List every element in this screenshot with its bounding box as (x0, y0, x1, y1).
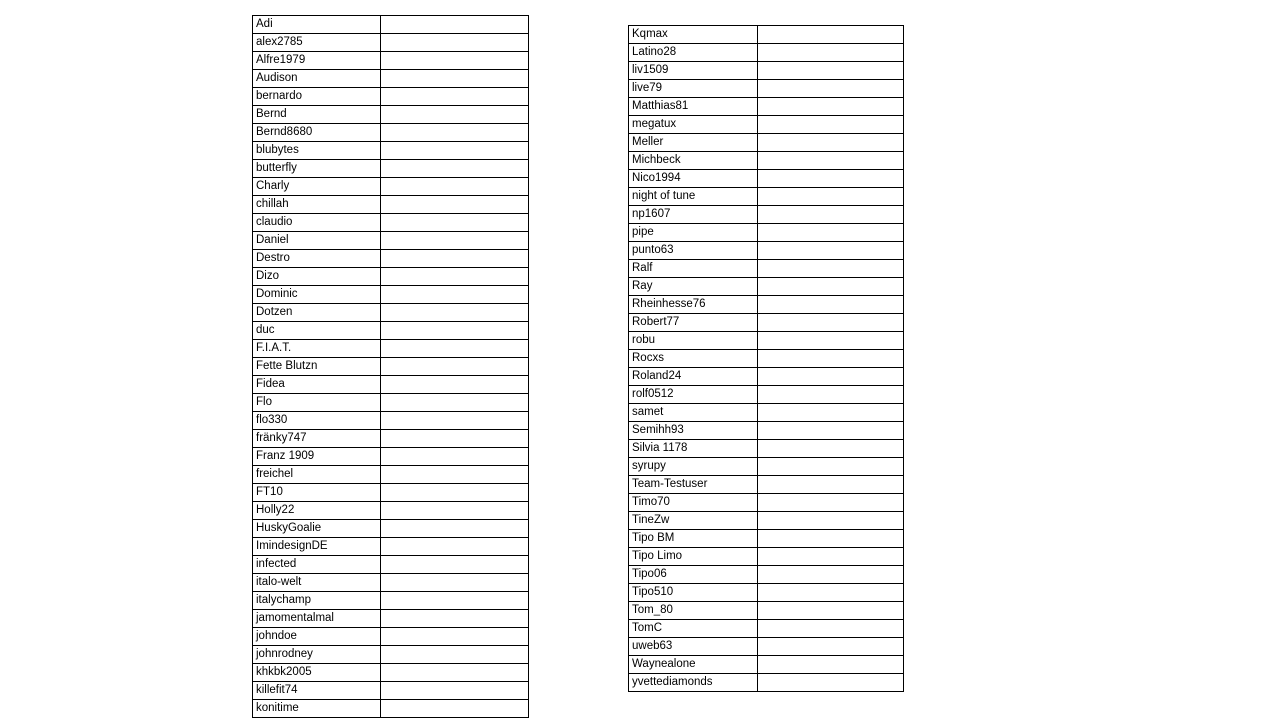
username-cell[interactable]: liv1509 (629, 62, 758, 80)
empty-cell[interactable] (381, 448, 529, 466)
username-cell[interactable]: Ray (629, 278, 758, 296)
empty-cell[interactable] (381, 592, 529, 610)
table-row (253, 394, 529, 412)
empty-cell[interactable] (758, 206, 904, 224)
empty-cell[interactable] (758, 674, 904, 692)
table-row (253, 268, 529, 286)
empty-cell[interactable] (381, 412, 529, 430)
table-row (253, 214, 529, 232)
empty-cell[interactable] (758, 170, 904, 188)
table-row (253, 484, 529, 502)
username-cell[interactable]: italychamp (253, 592, 381, 610)
username-cell[interactable]: Rocxs (629, 350, 758, 368)
username-cell[interactable]: Holly22 (253, 502, 381, 520)
table-row (253, 664, 529, 682)
empty-cell[interactable] (381, 304, 529, 322)
username-cell[interactable]: rolf0512 (629, 386, 758, 404)
table-row (629, 260, 904, 278)
table-row (629, 674, 904, 692)
username-cell[interactable]: Adi (253, 16, 381, 34)
table-row (629, 98, 904, 116)
empty-cell[interactable] (758, 314, 904, 332)
table-row (629, 350, 904, 368)
table-row (629, 584, 904, 602)
empty-cell[interactable] (758, 368, 904, 386)
left-name-table (252, 15, 529, 718)
username-cell[interactable]: Daniel (253, 232, 381, 250)
table-row (629, 170, 904, 188)
username-cell[interactable]: Tom_80 (629, 602, 758, 620)
username-cell[interactable]: Matthias81 (629, 98, 758, 116)
table-row (253, 610, 529, 628)
table-row (629, 386, 904, 404)
table-row (253, 178, 529, 196)
empty-cell[interactable] (381, 178, 529, 196)
username-cell[interactable]: Timo70 (629, 494, 758, 512)
username-cell[interactable]: Tipo06 (629, 566, 758, 584)
table-row (253, 34, 529, 52)
empty-cell[interactable] (758, 620, 904, 638)
empty-cell[interactable] (758, 476, 904, 494)
empty-cell[interactable] (758, 332, 904, 350)
username-cell[interactable]: johndoe (253, 628, 381, 646)
empty-cell[interactable] (381, 88, 529, 106)
table-row (629, 332, 904, 350)
table-row (629, 116, 904, 134)
username-cell[interactable]: khkbk2005 (253, 664, 381, 682)
table-row (253, 448, 529, 466)
empty-cell[interactable] (381, 646, 529, 664)
empty-cell[interactable] (381, 286, 529, 304)
empty-cell[interactable] (381, 250, 529, 268)
empty-cell[interactable] (758, 98, 904, 116)
table-row (629, 296, 904, 314)
username-cell[interactable]: killefit74 (253, 682, 381, 700)
table-row (253, 556, 529, 574)
username-cell[interactable]: blubytes (253, 142, 381, 160)
username-cell[interactable]: bernardo (253, 88, 381, 106)
username-cell[interactable]: Tipo Limo (629, 548, 758, 566)
username-cell[interactable]: fränky747 (253, 430, 381, 448)
table-row (253, 340, 529, 358)
username-cell[interactable]: Fette Blutzn (253, 358, 381, 376)
table-row (629, 278, 904, 296)
empty-cell[interactable] (758, 350, 904, 368)
table-row (253, 502, 529, 520)
table-row (253, 88, 529, 106)
table-row (629, 548, 904, 566)
table-row (253, 286, 529, 304)
table-row (253, 358, 529, 376)
table-row (253, 250, 529, 268)
left-table-body (253, 16, 529, 718)
table-row (629, 566, 904, 584)
empty-cell[interactable] (381, 106, 529, 124)
right-table-body (629, 26, 904, 692)
empty-cell[interactable] (758, 440, 904, 458)
username-cell[interactable]: robu (629, 332, 758, 350)
table-row (629, 188, 904, 206)
username-cell[interactable]: Dominic (253, 286, 381, 304)
username-cell[interactable]: uweb63 (629, 638, 758, 656)
empty-cell[interactable] (758, 260, 904, 278)
empty-cell[interactable] (381, 70, 529, 88)
table-row (629, 638, 904, 656)
empty-cell[interactable] (758, 584, 904, 602)
username-cell[interactable]: flo330 (253, 412, 381, 430)
table-row (629, 440, 904, 458)
username-cell[interactable]: punto63 (629, 242, 758, 260)
username-cell[interactable]: Dizo (253, 268, 381, 286)
table-row (629, 314, 904, 332)
table-row (629, 512, 904, 530)
table-row (629, 206, 904, 224)
empty-cell[interactable] (758, 188, 904, 206)
table-row (253, 322, 529, 340)
empty-cell[interactable] (758, 530, 904, 548)
table-row (253, 466, 529, 484)
empty-cell[interactable] (381, 682, 529, 700)
empty-cell[interactable] (758, 422, 904, 440)
table-row (253, 682, 529, 700)
username-cell[interactable]: samet (629, 404, 758, 422)
empty-cell[interactable] (381, 52, 529, 70)
username-cell[interactable]: Franz 1909 (253, 448, 381, 466)
username-cell[interactable]: Waynealone (629, 656, 758, 674)
empty-cell[interactable] (381, 394, 529, 412)
username-cell[interactable]: infected (253, 556, 381, 574)
empty-cell[interactable] (381, 34, 529, 52)
username-cell[interactable]: Robert77 (629, 314, 758, 332)
empty-cell[interactable] (758, 566, 904, 584)
table-row (253, 52, 529, 70)
empty-cell[interactable] (381, 142, 529, 160)
table-row (253, 646, 529, 664)
username-cell[interactable]: claudio (253, 214, 381, 232)
table-row (253, 16, 529, 34)
empty-cell[interactable] (381, 538, 529, 556)
table-row (629, 152, 904, 170)
table-row (253, 700, 529, 718)
empty-cell[interactable] (758, 278, 904, 296)
username-cell[interactable]: chillah (253, 196, 381, 214)
table-row (629, 620, 904, 638)
table-row (629, 530, 904, 548)
table-row (629, 26, 904, 44)
username-cell[interactable]: Roland24 (629, 368, 758, 386)
username-cell[interactable]: F.I.A.T. (253, 340, 381, 358)
table-row (253, 538, 529, 556)
table-row (253, 70, 529, 88)
username-cell[interactable]: Alfre1979 (253, 52, 381, 70)
empty-cell[interactable] (758, 116, 904, 134)
username-cell[interactable]: Rheinhesse76 (629, 296, 758, 314)
username-cell[interactable]: Tipo510 (629, 584, 758, 602)
empty-cell[interactable] (381, 268, 529, 286)
table-row (629, 404, 904, 422)
username-cell[interactable]: ImindesignDE (253, 538, 381, 556)
username-cell[interactable]: night of tune (629, 188, 758, 206)
empty-cell[interactable] (758, 494, 904, 512)
empty-cell[interactable] (381, 700, 529, 718)
empty-cell[interactable] (381, 556, 529, 574)
username-cell[interactable]: Nico1994 (629, 170, 758, 188)
table-row (629, 476, 904, 494)
empty-cell[interactable] (758, 26, 904, 44)
empty-cell[interactable] (758, 80, 904, 98)
empty-cell[interactable] (758, 386, 904, 404)
empty-cell[interactable] (381, 214, 529, 232)
empty-cell[interactable] (758, 62, 904, 80)
empty-cell[interactable] (381, 124, 529, 142)
empty-cell[interactable] (758, 134, 904, 152)
username-cell[interactable]: Meller (629, 134, 758, 152)
table-row (629, 134, 904, 152)
username-cell[interactable]: Team-Testuser (629, 476, 758, 494)
table-row (253, 520, 529, 538)
table-row (629, 224, 904, 242)
table-row (253, 232, 529, 250)
username-cell[interactable]: Bernd (253, 106, 381, 124)
empty-cell[interactable] (381, 502, 529, 520)
empty-cell[interactable] (381, 430, 529, 448)
empty-cell[interactable] (381, 358, 529, 376)
empty-cell[interactable] (381, 16, 529, 34)
empty-cell[interactable] (758, 404, 904, 422)
username-cell[interactable]: Dotzen (253, 304, 381, 322)
empty-cell[interactable] (758, 548, 904, 566)
empty-cell[interactable] (758, 296, 904, 314)
empty-cell[interactable] (758, 656, 904, 674)
empty-cell[interactable] (381, 664, 529, 682)
empty-cell[interactable] (758, 44, 904, 62)
username-cell[interactable]: Kqmax (629, 26, 758, 44)
username-cell[interactable]: np1607 (629, 206, 758, 224)
table-row (253, 430, 529, 448)
username-cell[interactable]: FT10 (253, 484, 381, 502)
empty-cell[interactable] (758, 242, 904, 260)
username-cell[interactable]: pipe (629, 224, 758, 242)
empty-cell[interactable] (381, 340, 529, 358)
username-cell[interactable]: jamomentalmal (253, 610, 381, 628)
table-row (629, 494, 904, 512)
empty-cell[interactable] (381, 484, 529, 502)
username-cell[interactable]: Charly (253, 178, 381, 196)
table-row (253, 412, 529, 430)
username-cell[interactable]: italo-welt (253, 574, 381, 592)
table-row (629, 422, 904, 440)
table-row (253, 196, 529, 214)
table-row (253, 160, 529, 178)
username-cell[interactable]: Silvia 1178 (629, 440, 758, 458)
username-cell[interactable]: johnrodney (253, 646, 381, 664)
empty-cell[interactable] (758, 602, 904, 620)
empty-cell[interactable] (758, 224, 904, 242)
table-row (629, 62, 904, 80)
table-row (253, 142, 529, 160)
empty-cell[interactable] (381, 232, 529, 250)
empty-cell[interactable] (381, 160, 529, 178)
empty-cell[interactable] (381, 610, 529, 628)
username-cell[interactable]: alex2785 (253, 34, 381, 52)
username-cell[interactable]: Destro (253, 250, 381, 268)
table-row (629, 656, 904, 674)
username-cell[interactable]: Audison (253, 70, 381, 88)
empty-cell[interactable] (381, 628, 529, 646)
username-cell[interactable]: Tipo BM (629, 530, 758, 548)
username-cell[interactable]: Michbeck (629, 152, 758, 170)
table-row (253, 574, 529, 592)
table-row (253, 304, 529, 322)
username-cell[interactable]: HuskyGoalie (253, 520, 381, 538)
username-cell[interactable]: syrupy (629, 458, 758, 476)
username-cell[interactable]: Flo (253, 394, 381, 412)
username-cell[interactable]: yvettediamonds (629, 674, 758, 692)
empty-cell[interactable] (381, 574, 529, 592)
empty-cell[interactable] (758, 152, 904, 170)
table-row (253, 376, 529, 394)
username-cell[interactable]: butterfly (253, 160, 381, 178)
table-row (629, 368, 904, 386)
username-cell[interactable]: Semihh93 (629, 422, 758, 440)
empty-cell[interactable] (381, 520, 529, 538)
empty-cell[interactable] (381, 322, 529, 340)
empty-cell[interactable] (381, 466, 529, 484)
table-row (629, 458, 904, 476)
username-cell[interactable]: live79 (629, 80, 758, 98)
username-cell[interactable]: Latino28 (629, 44, 758, 62)
username-cell[interactable]: duc (253, 322, 381, 340)
username-cell[interactable]: Fidea (253, 376, 381, 394)
username-cell[interactable]: TineZw (629, 512, 758, 530)
empty-cell[interactable] (758, 512, 904, 530)
table-row (629, 602, 904, 620)
table-row (629, 80, 904, 98)
empty-cell[interactable] (381, 376, 529, 394)
table-row (253, 628, 529, 646)
empty-cell[interactable] (758, 638, 904, 656)
username-cell[interactable]: konitime (253, 700, 381, 718)
right-name-table (628, 25, 904, 692)
username-cell[interactable]: Ralf (629, 260, 758, 278)
table-row (629, 44, 904, 62)
username-cell[interactable]: freichel (253, 466, 381, 484)
empty-cell[interactable] (758, 458, 904, 476)
table-row (253, 592, 529, 610)
table-row (629, 242, 904, 260)
username-cell[interactable]: Bernd8680 (253, 124, 381, 142)
table-row (253, 106, 529, 124)
table-row (253, 124, 529, 142)
empty-cell[interactable] (381, 196, 529, 214)
username-cell[interactable]: TomC (629, 620, 758, 638)
username-cell[interactable]: megatux (629, 116, 758, 134)
